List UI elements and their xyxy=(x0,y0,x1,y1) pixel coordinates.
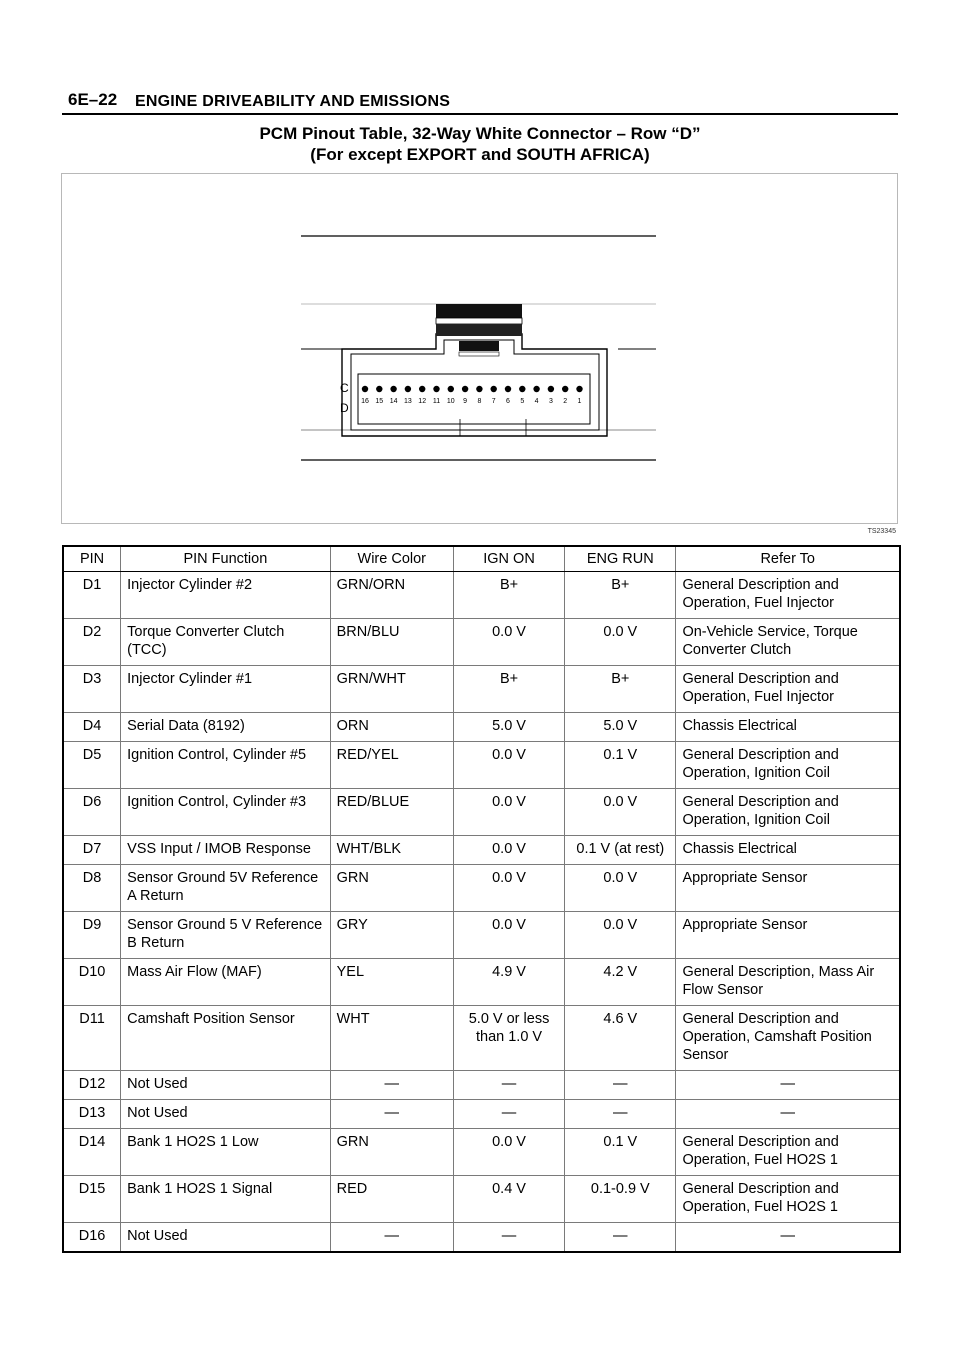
pin-number-label: 12 xyxy=(418,398,427,405)
cell-function: Bank 1 HO2S 1 Signal xyxy=(121,1176,331,1223)
cell-pin: D12 xyxy=(63,1071,121,1100)
cell-eng-run: 5.0 V xyxy=(565,713,676,742)
cell-wire-color: RED xyxy=(330,1176,453,1223)
cell-ign-on: 0.0 V xyxy=(453,1129,564,1176)
pin-number-label: 9 xyxy=(463,398,468,405)
pin-number-label: 8 xyxy=(477,398,482,405)
pin-dot xyxy=(519,386,525,392)
pin-number-label: 7 xyxy=(491,398,496,405)
cell-pin: D16 xyxy=(63,1223,121,1253)
cell-refer-to: General Description and Operation, Fuel Injector xyxy=(676,666,900,713)
cell-eng-run: — xyxy=(565,1223,676,1253)
cell-refer-to: General Description, Mass Air Flow Sensor xyxy=(676,959,900,1006)
cell-eng-run: 4.6 V xyxy=(565,1006,676,1071)
cell-eng-run: B+ xyxy=(565,572,676,619)
cell-function: Injector Cylinder #2 xyxy=(121,572,331,619)
cell-function: Ignition Control, Cylinder #3 xyxy=(121,789,331,836)
pin-number-label: 13 xyxy=(404,398,412,405)
cell-ign-on: — xyxy=(453,1071,564,1100)
table-row xyxy=(63,1223,900,1253)
table-row xyxy=(63,666,900,713)
header-pin: PIN xyxy=(63,546,121,572)
cell-wire-color: GRN/ORN xyxy=(330,572,453,619)
cell-refer-to: General Description and Operation, Ignition Coil xyxy=(676,789,900,836)
pin-number-label: 1 xyxy=(577,398,582,405)
cell-refer-to: General Description and Operation, Fuel HO2S 1 xyxy=(676,1129,900,1176)
cell-pin: D2 xyxy=(63,619,121,666)
pin-dot xyxy=(576,386,582,392)
table-row xyxy=(63,959,900,1006)
cell-pin: D3 xyxy=(63,666,121,713)
table-title-line1: PCM Pinout Table, 32-Way White Connector – Row “D” xyxy=(259,124,701,143)
cell-wire-color: GRY xyxy=(330,912,453,959)
pin-number-label: 3 xyxy=(548,398,553,405)
cell-ign-on: — xyxy=(453,1223,564,1253)
header-rule xyxy=(62,113,898,115)
cell-pin: D6 xyxy=(63,789,121,836)
cell-wire-color: — xyxy=(330,1071,453,1100)
cell-refer-to: Chassis Electrical xyxy=(676,836,900,865)
cell-ign-on: — xyxy=(453,1100,564,1129)
header-eng-run: ENG RUN xyxy=(565,546,676,572)
pin-dot xyxy=(405,386,411,392)
cell-function: Ignition Control, Cylinder #5 xyxy=(121,742,331,789)
pin-number-label: 14 xyxy=(389,398,398,405)
pin-number-label: 4 xyxy=(534,398,539,405)
cell-pin: D14 xyxy=(63,1129,121,1176)
cell-pin: D7 xyxy=(63,836,121,865)
cell-ign-on: 0.0 V xyxy=(453,865,564,912)
pin-dot xyxy=(462,386,468,392)
cell-eng-run: — xyxy=(565,1100,676,1129)
page-number: 6E–22 xyxy=(68,90,118,109)
connector-figure xyxy=(61,173,898,524)
section-title: ENGINE DRIVEABILITY AND EMISSIONS xyxy=(135,93,451,110)
cell-eng-run: 0.0 V xyxy=(565,912,676,959)
table-row xyxy=(63,619,900,666)
table-row xyxy=(63,865,900,912)
cell-refer-to: General Description and Operation, Fuel Injector xyxy=(676,572,900,619)
pin-number-label: 16 xyxy=(361,398,369,405)
table-title xyxy=(60,123,900,165)
cell-eng-run: 0.1 V xyxy=(565,742,676,789)
cell-refer-to: — xyxy=(676,1223,900,1253)
cell-wire-color: WHT/BLK xyxy=(330,836,453,865)
pin-number-label: 5 xyxy=(520,398,525,405)
pin-dot xyxy=(419,386,425,392)
cell-function: Not Used xyxy=(121,1100,331,1129)
cell-pin: D8 xyxy=(63,865,121,912)
cell-ign-on: 0.4 V xyxy=(453,1176,564,1223)
cell-function: Torque Converter Clutch (TCC) xyxy=(121,619,331,666)
cell-ign-on: B+ xyxy=(453,666,564,713)
cell-wire-color: — xyxy=(330,1100,453,1129)
row-label-c: C xyxy=(340,381,349,395)
cell-wire-color: ORN xyxy=(330,713,453,742)
cell-pin: D5 xyxy=(63,742,121,789)
cell-wire-color: BRN/BLU xyxy=(330,619,453,666)
cell-ign-on: 0.0 V xyxy=(453,836,564,865)
pin-dot xyxy=(476,386,482,392)
cell-function: Sensor Ground 5 V Reference B Return xyxy=(121,912,331,959)
header-ign-on: IGN ON xyxy=(453,546,564,572)
cell-function: Sensor Ground 5V Reference A Return xyxy=(121,865,331,912)
pin-number-label: 6 xyxy=(506,398,510,405)
cell-wire-color: — xyxy=(330,1223,453,1253)
connector-illustration xyxy=(62,174,897,523)
cell-function: Bank 1 HO2S 1 Low xyxy=(121,1129,331,1176)
cell-ign-on: B+ xyxy=(453,572,564,619)
cell-refer-to: Appropriate Sensor xyxy=(676,912,900,959)
cell-function: Serial Data (8192) xyxy=(121,713,331,742)
table-title-line2: (For except EXPORT and SOUTH AFRICA) xyxy=(310,145,650,164)
cell-function: Camshaft Position Sensor xyxy=(121,1006,331,1071)
cell-wire-color: YEL xyxy=(330,959,453,1006)
table-row xyxy=(63,1129,900,1176)
cell-eng-run: 0.1 V (at rest) xyxy=(565,836,676,865)
table-row xyxy=(63,912,900,959)
table-row xyxy=(63,1006,900,1071)
cell-refer-to: Appropriate Sensor xyxy=(676,865,900,912)
cell-eng-run: — xyxy=(565,1071,676,1100)
table-row xyxy=(63,572,900,619)
pin-dot xyxy=(562,386,568,392)
cell-wire-color: GRN xyxy=(330,1129,453,1176)
row-label-d: D xyxy=(340,401,349,415)
header-refer-to: Refer To xyxy=(676,546,900,572)
cell-pin: D9 xyxy=(63,912,121,959)
table-row xyxy=(63,1071,900,1100)
cell-pin: D4 xyxy=(63,713,121,742)
table-header-row xyxy=(63,546,900,572)
pin-number-label: 2 xyxy=(563,398,568,405)
pin-dot xyxy=(362,386,368,392)
cell-refer-to: — xyxy=(676,1100,900,1129)
cell-eng-run: 0.0 V xyxy=(565,619,676,666)
pin-dot xyxy=(533,386,539,392)
figure-code: TS23345 xyxy=(867,528,896,535)
cell-pin: D13 xyxy=(63,1100,121,1129)
cell-wire-color: GRN xyxy=(330,865,453,912)
pin-number-labels xyxy=(361,398,581,405)
pin-row xyxy=(362,386,583,392)
cell-ign-on: 5.0 V or less than 1.0 V xyxy=(453,1006,564,1071)
table-body xyxy=(63,572,900,1253)
pin-dot xyxy=(491,386,497,392)
cell-refer-to: General Description and Operation, Fuel HO2S 1 xyxy=(676,1176,900,1223)
header-wire-color: Wire Color xyxy=(330,546,453,572)
cell-eng-run: 0.1 V xyxy=(565,1129,676,1176)
cell-pin: D10 xyxy=(63,959,121,1006)
pinout-table xyxy=(62,545,901,1253)
cell-ign-on: 0.0 V xyxy=(453,912,564,959)
header-pin-function: PIN Function xyxy=(121,546,331,572)
pin-dot xyxy=(433,386,439,392)
cell-pin: D15 xyxy=(63,1176,121,1223)
cell-refer-to: Chassis Electrical xyxy=(676,713,900,742)
table-row xyxy=(63,789,900,836)
cell-pin: D1 xyxy=(63,572,121,619)
cell-function: Mass Air Flow (MAF) xyxy=(121,959,331,1006)
cell-function: Injector Cylinder #1 xyxy=(121,666,331,713)
cell-pin: D11 xyxy=(63,1006,121,1071)
cell-wire-color: WHT xyxy=(330,1006,453,1071)
cell-eng-run: 0.0 V xyxy=(565,865,676,912)
pin-dot xyxy=(376,386,382,392)
cell-eng-run: 4.2 V xyxy=(565,959,676,1006)
table-row xyxy=(63,713,900,742)
cell-eng-run: 0.1-0.9 V xyxy=(565,1176,676,1223)
table-row xyxy=(63,836,900,865)
cell-ign-on: 4.9 V xyxy=(453,959,564,1006)
table-row xyxy=(63,1176,900,1223)
cell-refer-to: General Description and Operation, Ignition Coil xyxy=(676,742,900,789)
pin-dot xyxy=(448,386,454,392)
cell-eng-run: B+ xyxy=(565,666,676,713)
cell-ign-on: 5.0 V xyxy=(453,713,564,742)
pin-number-label: 10 xyxy=(446,398,455,405)
cell-function: VSS Input / IMOB Response xyxy=(121,836,331,865)
cell-eng-run: 0.0 V xyxy=(565,789,676,836)
cell-refer-to: — xyxy=(676,1071,900,1100)
pin-number-label: 11 xyxy=(432,398,441,405)
table-row xyxy=(63,1100,900,1129)
cell-wire-color: RED/YEL xyxy=(330,742,453,789)
table-row xyxy=(63,742,900,789)
cell-wire-color: GRN/WHT xyxy=(330,666,453,713)
cell-function: Not Used xyxy=(121,1223,331,1253)
cell-ign-on: 0.0 V xyxy=(453,789,564,836)
pin-dot xyxy=(548,386,554,392)
cell-function: Not Used xyxy=(121,1071,331,1100)
cell-refer-to: General Description and Operation, Camshaft Position Sensor xyxy=(676,1006,900,1071)
cell-wire-color: RED/BLUE xyxy=(330,789,453,836)
pin-dot xyxy=(505,386,511,392)
cell-ign-on: 0.0 V xyxy=(453,742,564,789)
cell-refer-to: On-Vehicle Service, Torque Converter Clutch xyxy=(676,619,900,666)
pin-number-label: 15 xyxy=(375,398,384,405)
pin-dot xyxy=(390,386,396,392)
cell-ign-on: 0.0 V xyxy=(453,619,564,666)
